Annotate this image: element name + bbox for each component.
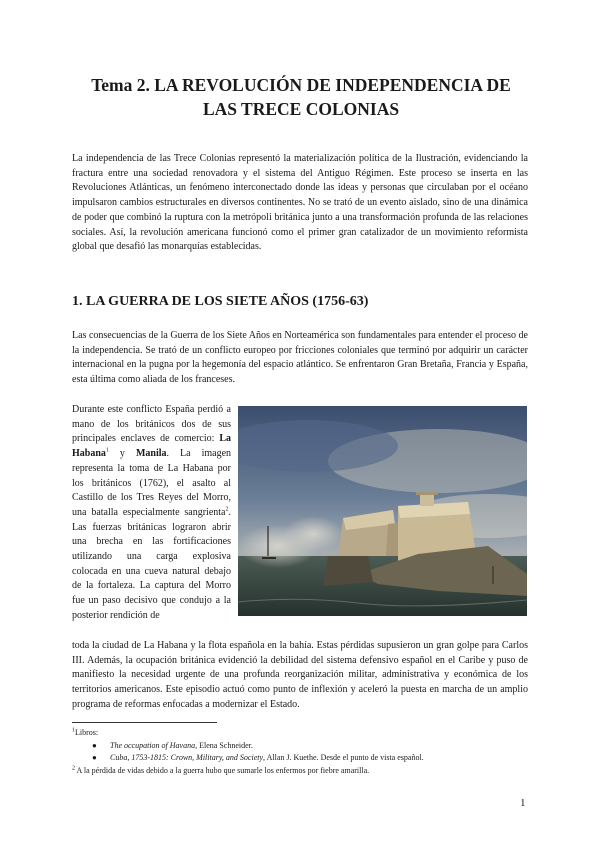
footnote-ref-2[interactable]: 2 [225,506,229,513]
title-line-1: Tema 2. LA REVOLUCIÓN DE INDEPENDENCIA DE [91,75,511,95]
footnote-ref-1[interactable]: 1 [105,447,109,454]
float-text-2: . La imagen representa la toma de La Habana por los británicos (1762), el asalto al Castillo de los Tres Reyes del Morro, una batalla especialmente sangrienta [72,448,232,518]
footnote-separator [72,722,217,723]
float-and: y [108,448,136,460]
section-heading: 1. LA GUERRA DE LOS SIETE AÑOS (1756-63) [72,294,369,309]
footnote-2-number: 2 [72,765,75,772]
bullet-icon: ● [92,753,97,762]
book-2-title: Cuba, 1753-1815: Crown, Military, and Society [110,753,264,762]
float-text-3: . Las fuerzas británicas lograron abrir una brecha en las fortificaciones utilizando una carga explosiva colocada en una cueva natural debajo de la fortaleza. La captura del Morro fue un paso decisivo que condujo a la posterior rendición de [72,506,231,621]
footnote-1-number: 1 [72,727,75,734]
manila-bold: Manila [135,448,167,460]
title-line-2: LAS TRECE COLONIAS [202,99,400,119]
book-1-author: , Elena Schneider. [195,741,253,750]
page-title [60,73,542,121]
book-1-title: The occupation of Havana [110,741,196,750]
page-number: 1 [520,797,526,809]
intro-paragraph: La independencia de las Trece Colonias representó la materialización política de la Ilustración, evidenciando la fractura entre una sociedad renovadora y el sistema del Antiguo Régimen. Este proceso se inserta en las Revoluciones Atlánticas, un fenómeno interconectado donde las ideas y personas que circulaban por el océano impulsaron cambios estructurales en diversos continentes. No se trató de un evento aislado, sino de una dinámica de poder que combinó la ruptura con la metrópoli británica junto a una transformación profunda de las relaciones sociales. Así, la revolución americana funcionó como el primer gran catalizador de un movimiento reformista global que desafió las monarquías establecidas. [72,153,528,253]
havana-bold: La Habana [72,433,231,460]
footnote-book-1 [92,740,253,752]
bullet-icon: ● [92,741,97,750]
wrapped-paragraph [72,403,231,624]
footnote-1-label: Libros: [75,728,99,737]
havana-battle-painting [238,406,527,616]
book-2-author: , Allan J. Kuethe. Desde el punto de vista español. [263,753,424,762]
float-text-1: Durante este conflicto España perdió a mano de los británicos dos de sus principales enclaves de comercio: [72,404,231,445]
continuation-paragraph: toda la ciudad de La Habana y la flota española en la bahía. Estas pérdidas supusieron un gran golpe para Carlos III. Además, la ocupación británica evidenció la debilidad del sistema defensivo español en el Caribe y puso de manifiesto la necesidad urgente de una profunda reorganización militar, administrativa y económica de los territorios americanos. Este episodio actuó como punto de inflexión y aceleró la puesta en marcha de un amplio programa de reformas enfocadas a modernizar el Estado. [72,640,528,710]
footnote-2-text: A la pérdida de vidas debido a la guerra hubo que sumarle los enfermos por fiebre amarilla. [75,766,370,775]
footnote-2 [72,765,528,777]
footnote-1 [72,727,528,739]
section-paragraph: Las consecuencias de la Guerra de los Siete Años en Norteamérica son fundamentales para entender el proceso de la independencia. Se trató de un conflicto europeo por fricciones coloniales que terminó por adquirir un carácter internacional en la pugna por la hegemonía del espacio atlántico. Se enfrentaron Gran Bretaña, Francia y España, esta última como aliada de los franceses. [72,330,528,386]
footnote-book-2 [92,752,424,764]
